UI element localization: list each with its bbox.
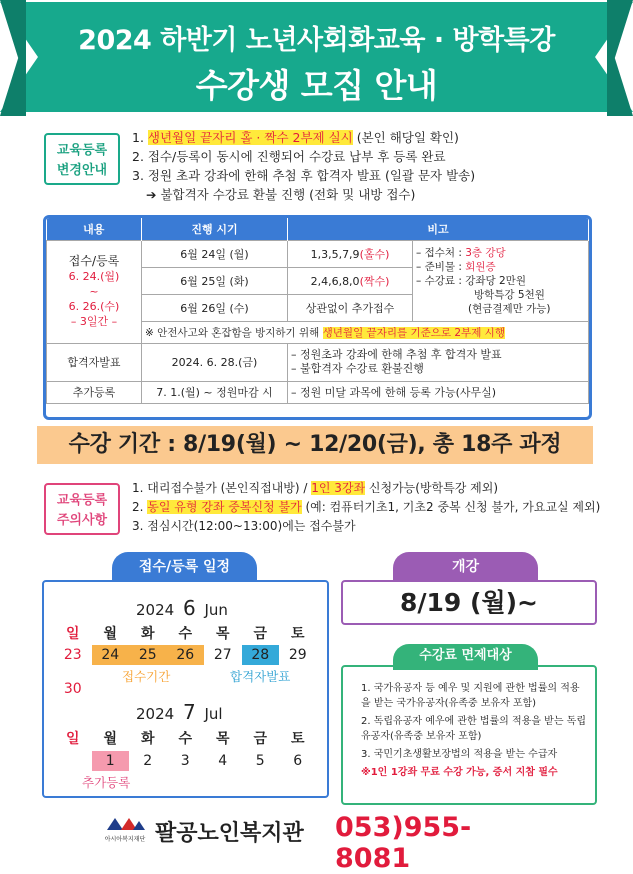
result-date: 2024. 6. 28.(금) — [142, 343, 288, 381]
table-row-group: 2,4,6,8,0(짝수) — [288, 267, 413, 294]
footer — [100, 812, 540, 874]
result-announce-label: 합격자발표 — [230, 669, 291, 684]
change-notice-item-1: 1. 생년월일 끝자리 홀 · 짝수 2부제 실시 (본인 해당일 확인) — [132, 130, 459, 145]
result-notes: – 정원초과 강좌에 한해 추첨 후 합격자 발표 – 불합격자 수강료 환불진행 — [288, 343, 589, 381]
exemption-footnote: ※1인 1강좌 무료 수강 가능, 증서 지참 필수 — [361, 767, 558, 778]
june-heading: 2024 6 Jun — [136, 596, 228, 620]
exemption-item: 3. 국민기초생활보장법의 적용을 받는 수급자 — [361, 749, 558, 760]
june-weekdays: 일 월 화 수 목 금 토 — [65, 626, 305, 642]
caution-item-1: 1. 대리접수불가 (본인직접내방) / 1인 3강좌 신청가능(방학특강 제외) — [132, 481, 499, 495]
caution-list — [132, 479, 600, 536]
table-header-note: 비고 — [288, 218, 589, 240]
table-row-group: 1,3,5,7,9(홀수) — [288, 240, 413, 267]
safety-note: ※ 안전사고와 혼잡함을 방지하기 위해 생년월일 끝자리를 기준으로 2부제 시행 — [142, 321, 589, 343]
june-days: 23 24 25 26 27 28 29 30 — [63, 647, 307, 697]
extra-label: 추가등록 — [47, 381, 142, 403]
july-days: 1 2 3 4 5 6 — [54, 751, 316, 771]
registration-cell: 접수/등록 6. 24.(월) ~ 6. 26.(수) – 3일간 – — [47, 240, 142, 343]
exemption-box — [341, 665, 597, 805]
table-header-period: 진행 시기 — [142, 218, 288, 240]
caution-tag: 교육등록 주의사항 — [44, 483, 120, 535]
schedule-table — [43, 215, 592, 420]
exemption-item: 2. 독립유공자 예우에 관한 법률의 적용을 받는 독립유공자(유족중 보유자 포함) — [361, 716, 586, 742]
page-title: 2024 하반기 노년사회화교육 · 방학특강 — [78, 25, 555, 56]
page-subtitle: 수강생 모집 안내 — [195, 66, 438, 105]
change-notice-item-3: 3. 정원 초과 강좌에 한해 추첨 후 합격자 발표 (일괄 문자 발송) — [132, 168, 476, 183]
july-weekdays: 일 월 화 수 목 금 토 — [65, 731, 305, 747]
caution-item-2: 2. 동일 유형 강좌 중복신청 불가 (예: 컴퓨터기초1, 기초2 중복 신청 불가, 가요교실 제외) — [132, 500, 601, 514]
change-notice-item-4: ➔ 불합격자 수강료 환불 진행 (전화 및 내방 접수) — [146, 187, 416, 202]
course-period: 수강 기간 : 8/19(월) ~ 12/20(금), 총 18주 과정 — [37, 426, 593, 464]
asia-logo-icon — [105, 816, 145, 832]
caution-item-3: 3. 점심시간(12:00~13:00)에는 접수불가 — [132, 519, 356, 533]
extra-note: – 정원 미달 과목에 한해 등록 가능(사무실) — [288, 381, 589, 403]
header-banner — [0, 0, 633, 116]
exemption-pill: 수강료 면제대상 — [393, 644, 538, 670]
table-header-content: 내용 — [47, 218, 142, 240]
org-name: 팔공노인복지관 — [155, 821, 304, 846]
arrow-icon: ➔ — [146, 187, 157, 202]
org-logo: 아시아복지재단 — [100, 816, 150, 844]
change-notice-item-2: 2. 접수/등록이 동시에 진행되어 수강료 납부 후 등록 완료 — [132, 149, 446, 164]
change-notice-tag: 교육등록 변경안내 — [44, 133, 120, 185]
extra-date: 7. 1.(월) ~ 정원마감 시 — [142, 381, 288, 403]
table-row-group: 상관없이 추가접수 — [288, 294, 413, 321]
phone-number: 053)955-8081 — [335, 812, 472, 874]
exemption-item: 1. 국가유공자 등 예우 및 지원에 관한 법률의 적용을 받는 국가유공자(유족중 보유자 포함) — [361, 683, 580, 709]
table-row-date: 6월 24일 (월) — [142, 240, 288, 267]
period-label: 접수기간 — [122, 669, 171, 684]
result-label: 합격자발표 — [47, 343, 142, 381]
change-notice-list — [132, 128, 475, 204]
extra-register-label: 추가등록 — [82, 775, 131, 790]
opening-date: 8/19 (월)~ — [341, 580, 597, 625]
table-row-date: 6월 25일 (화) — [142, 267, 288, 294]
opening-pill: 개강 — [393, 552, 538, 582]
table-row-date: 6월 26일 (수) — [142, 294, 288, 321]
registration-notes: – 접수처 : 3층 강당 – 준비물 : 회원증 – 수강료 : 강좌당 2만원 방학특강 5천원 (현금결제만 가능) — [413, 240, 589, 321]
schedule-pill: 접수/등록 일정 — [112, 552, 257, 582]
july-heading: 2024 7 Jul — [136, 700, 223, 724]
